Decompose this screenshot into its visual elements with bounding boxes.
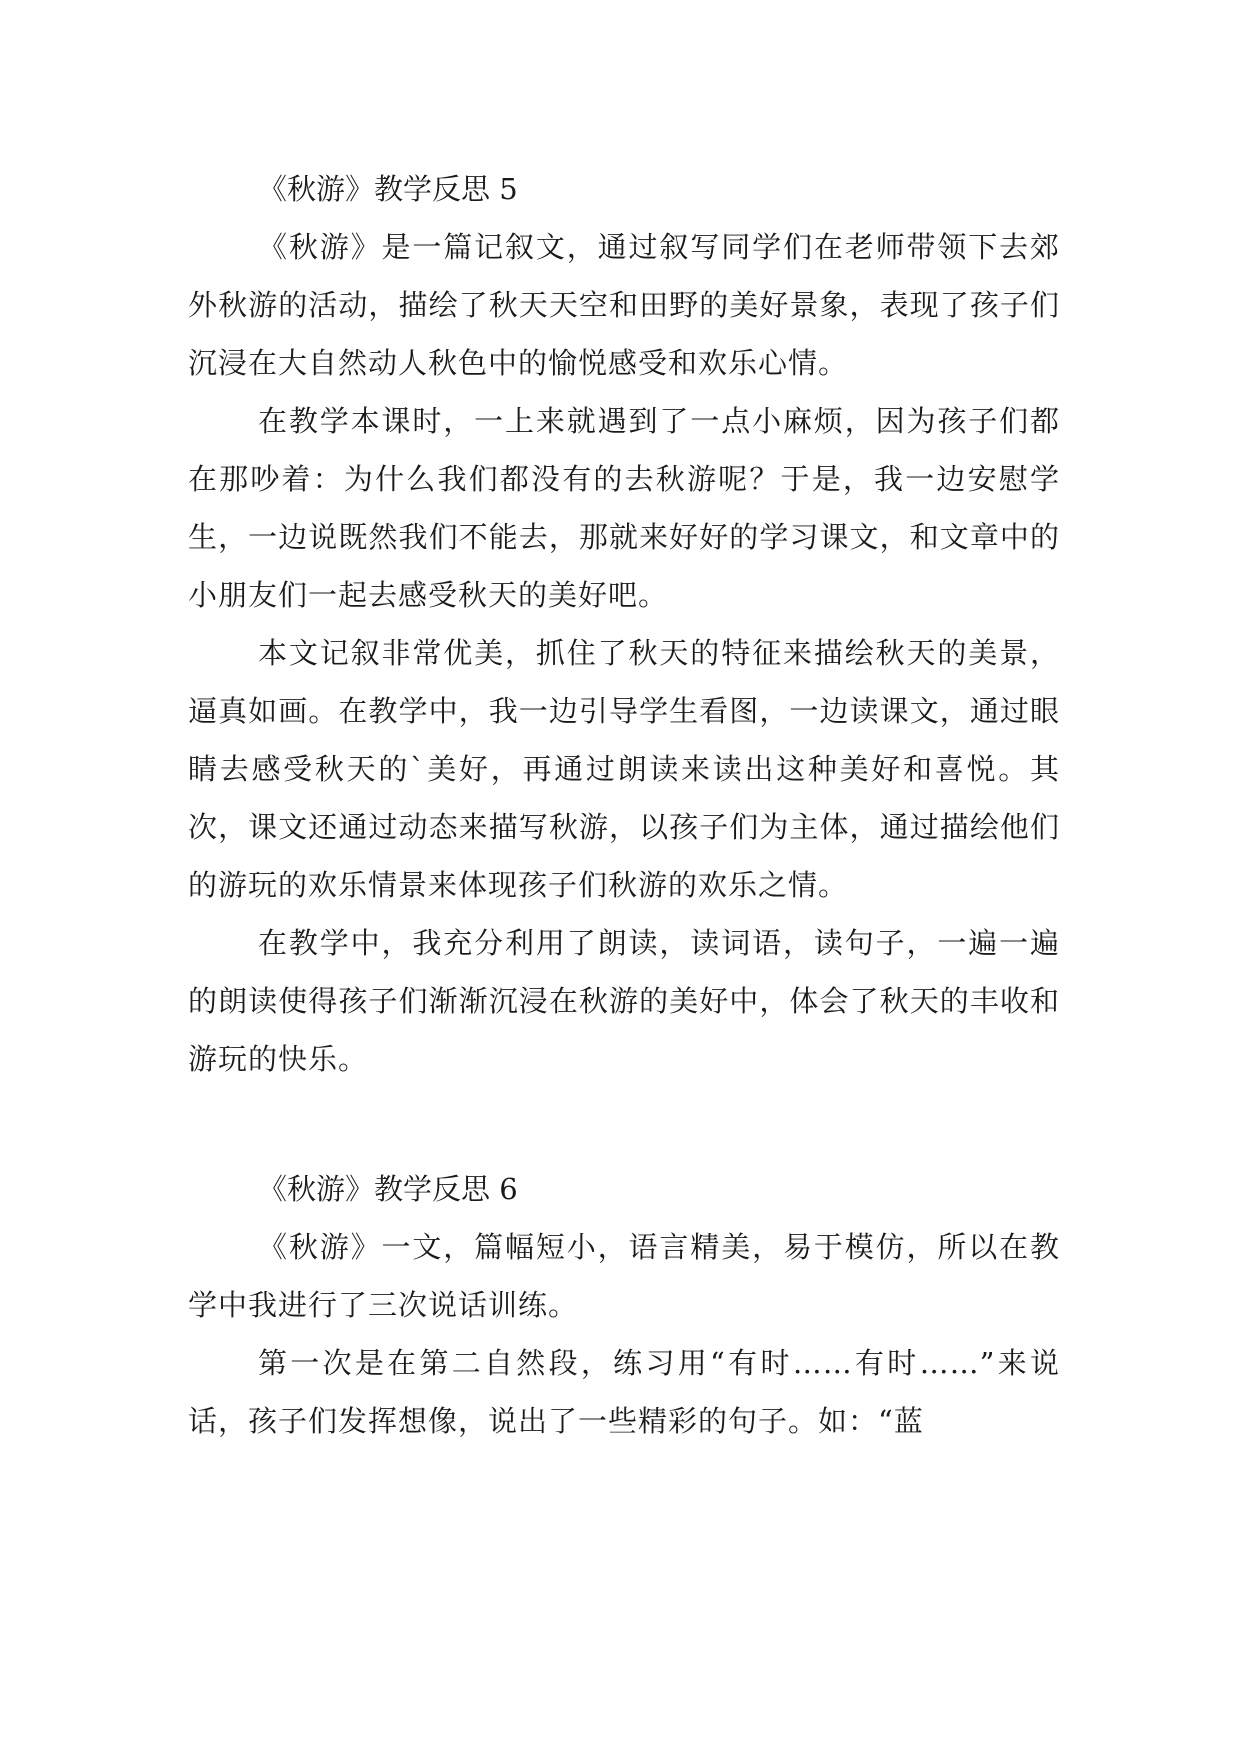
paragraph: 在教学本课时，一上来就遇到了一点小麻烦，因为孩子们都在那吵着：为什么我们都没有的去秋游呢？于是，我一边安慰学生，一边说既然我们不能去，那就来好好的学习课文，和文章中的小朋友们一起去感受秋天的美好吧。	[188, 404, 1060, 612]
section-reflection-6	[188, 1160, 1060, 1450]
paragraph: 本文记叙非常优美，抓住了秋天的特征来描绘秋天的美景，逼真如画。在教学中，我一边引导学生看图，一边读课文，通过眼睛去感受秋天的`美好，再通过朗读来读出这种美好和喜悦。其次，课文还通过动态来描写秋游，以孩子们为主体，通过描绘他们的游玩的欢乐情景来体现孩子们秋游的欢乐之情。	[188, 636, 1060, 902]
section-reflection-5	[188, 160, 1060, 1088]
paragraph: 第一次是在第二自然段，练习用“有时……有时……”来说话，孩子们发挥想像，说出了一些精彩的句子。如：“蓝	[188, 1346, 1060, 1438]
section-title: 《秋游》教学反思 5	[258, 172, 518, 206]
paragraph: 《秋游》是一篇记叙文，通过叙写同学们在老师带领下去郊外秋游的活动，描绘了秋天天空和田野的美好景象，表现了孩子们沉浸在大自然动人秋色中的愉悦感受和欢乐心情。	[188, 230, 1060, 380]
section-title: 《秋游》教学反思 6	[258, 1172, 518, 1206]
section-spacer	[188, 1088, 1060, 1160]
document-content	[188, 160, 1060, 1450]
paragraph: 《秋游》一文，篇幅短小，语言精美，易于模仿，所以在教学中我进行了三次说话训练。	[188, 1230, 1060, 1322]
paragraph: 在教学中，我充分利用了朗读，读词语，读句子，一遍一遍的朗读使得孩子们渐渐沉浸在秋游的美好中，体会了秋天的丰收和游玩的快乐。	[188, 926, 1060, 1076]
